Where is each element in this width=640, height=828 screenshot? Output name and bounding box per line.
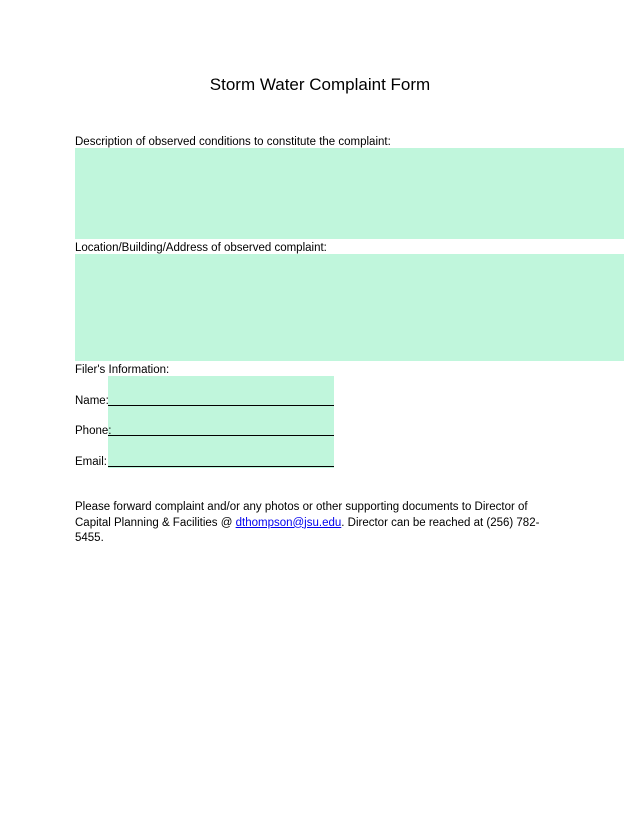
phone-input[interactable] [108,422,334,436]
location-label: Location/Building/Address of observed complaint: [75,242,327,254]
footer-text-after-link: . Director can be reached at (256) 782-5455. [75,516,540,544]
email-link[interactable]: dthompson@jsu.edu [235,516,342,529]
email-input[interactable] [108,453,334,467]
name-label: Name: [75,395,109,407]
phone-label: Phone: [75,425,112,437]
footer-note [75,500,545,547]
page-title: Storm Water Complaint Form [209,75,431,94]
footer-text-before-link: Please forward complaint and/or any photos or other supporting documents to Director of Capital Planning & Facilities @ [75,501,528,529]
name-input[interactable] [108,392,334,406]
filer-info-heading: Filer's Information: [75,364,170,376]
location-field[interactable] [75,254,624,361]
email-label: Email: [75,456,107,468]
description-field[interactable] [75,148,624,239]
description-label: Description of observed conditions to constitute the complaint: [75,136,391,148]
